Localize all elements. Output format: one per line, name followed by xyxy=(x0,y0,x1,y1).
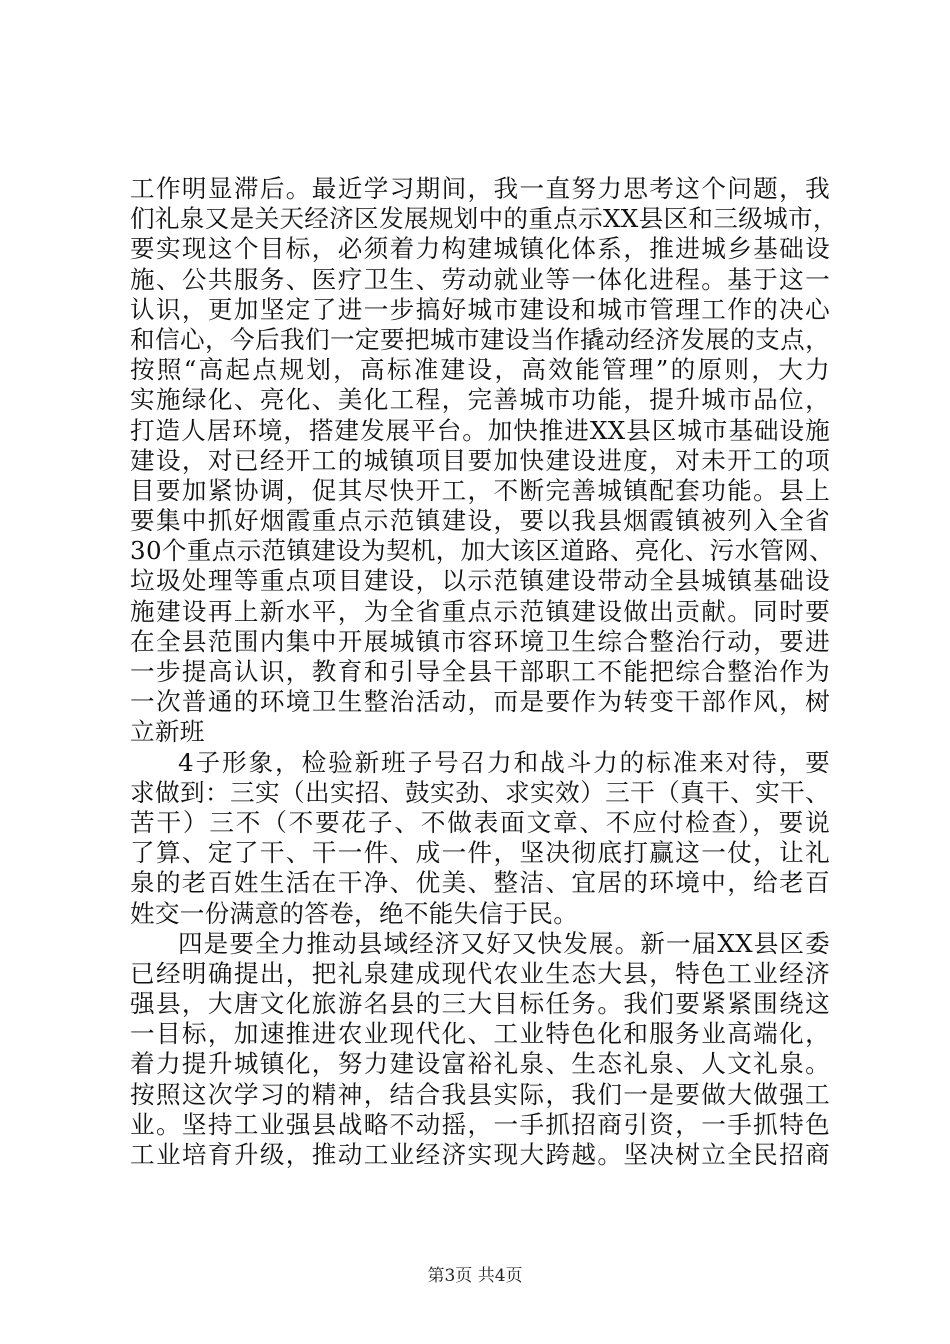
text-line: 施建设再上新水平，为全省重点示范镇建设做出贡献。同时要 xyxy=(130,596,830,626)
text-line: 建设，对已经开工的城镇项目要加快建设进度，对未开工的项 xyxy=(130,445,830,475)
text-line: 泉的老百姓生活在干净、优美、整洁、宜居的环境中，给老百 xyxy=(130,868,830,898)
text-line: 苦干）三不（不要花子、不做表面文章、不应付检查），要说 xyxy=(130,807,830,837)
text-line: 已经明确提出，把礼泉建成现代农业生态大县，特色工业经济 xyxy=(130,958,830,988)
text-line: 们礼泉又是关天经济区发展规划中的重点示XX县区和三级城市， xyxy=(130,204,838,234)
text-line: 垃圾处理等重点项目建设，以示范镇建设带动全县城镇基础设 xyxy=(130,566,830,596)
text-line: 和信心，今后我们一定要把城市建设当作撬动经济发展的支点， xyxy=(130,324,830,354)
text-line: 施、公共服务、医疗卫生、劳动就业等一体化进程。基于这一 xyxy=(130,264,830,294)
page-number-footer: 第3页 共4页 xyxy=(427,1266,523,1286)
text-line: 一目标，加速推进农业现代化、工业特色化和服务业高端化， xyxy=(130,1019,830,1049)
text-line: 认识，更加坚定了进一步搞好城市建设和城市管理工作的决心 xyxy=(130,294,830,324)
text-line: 4子形象，检验新班子号召力和战斗力的标准来对待，要 xyxy=(178,747,830,777)
text-line: 强县，大唐文化旅游名县的三大目标任务。我们要紧紧围绕这 xyxy=(130,989,830,1019)
text-line: 30个重点示范镇建设为契机，加大该区道路、亮化、污水管网、 xyxy=(130,536,835,566)
text-line: 业。坚持工业强县战略不动摇，一手抓招商引资，一手抓特色 xyxy=(130,1109,830,1139)
text-line: 工业培育升级，推动工业经济实现大跨越。坚决树立全民招商 xyxy=(130,1140,830,1169)
body-text xyxy=(130,174,838,1170)
text-line: 了算、定了干、干一件、成一件，坚决彻底打赢这一仗，让礼 xyxy=(130,838,830,868)
text-line: 实施绿化、亮化、美化工程，完善城市功能，提升城市品位， xyxy=(130,385,830,415)
text-line: 工作明显滞后。最近学习期间，我一直努力思考这个问题，我 xyxy=(130,174,830,203)
text-line: 四是要全力推动县域经济又好又快发展。新一届XX县区委 xyxy=(178,928,830,958)
text-line: 打造人居环境，搭建发展平台。加快推进XX县区城市基础设施 xyxy=(130,415,830,445)
text-line: 求做到：三实（出实招、鼓实劲、求实效）三干（真干、实干、 xyxy=(130,777,830,807)
text-line: 按照“高起点规划，高标准建设，高效能管理”的原则，大力 xyxy=(130,355,830,385)
text-line: 按照这次学习的精神，结合我县实际，我们一是要做大做强工 xyxy=(130,1079,830,1109)
text-line: 一次普通的环境卫生整治活动，而是要作为转变干部作风，树 xyxy=(130,687,830,717)
text-line: 姓交一份满意的答卷，绝不能失信于民。 xyxy=(130,898,579,928)
text-line: 要集中抓好烟霞重点示范镇建设，要以我县烟霞镇被列入全省 xyxy=(130,506,830,536)
text-line: 一步提高认识，教育和引导全县干部职工不能把综合整治作为 xyxy=(130,657,830,686)
text-line: 着力提升城镇化，努力建设富裕礼泉、生态礼泉、人文礼泉。 xyxy=(130,1049,830,1079)
text-line: 在全县范围内集中开展城镇市容环境卫生综合整治行动，要进 xyxy=(130,626,830,656)
text-line: 要实现这个目标，必须着力构建城镇化体系，推进城乡基础设 xyxy=(130,234,830,264)
text-line: 立新班 xyxy=(130,717,205,747)
text-line: 目要加紧协调，促其尽快开工，不断完善城镇配套功能。县上 xyxy=(130,475,830,505)
